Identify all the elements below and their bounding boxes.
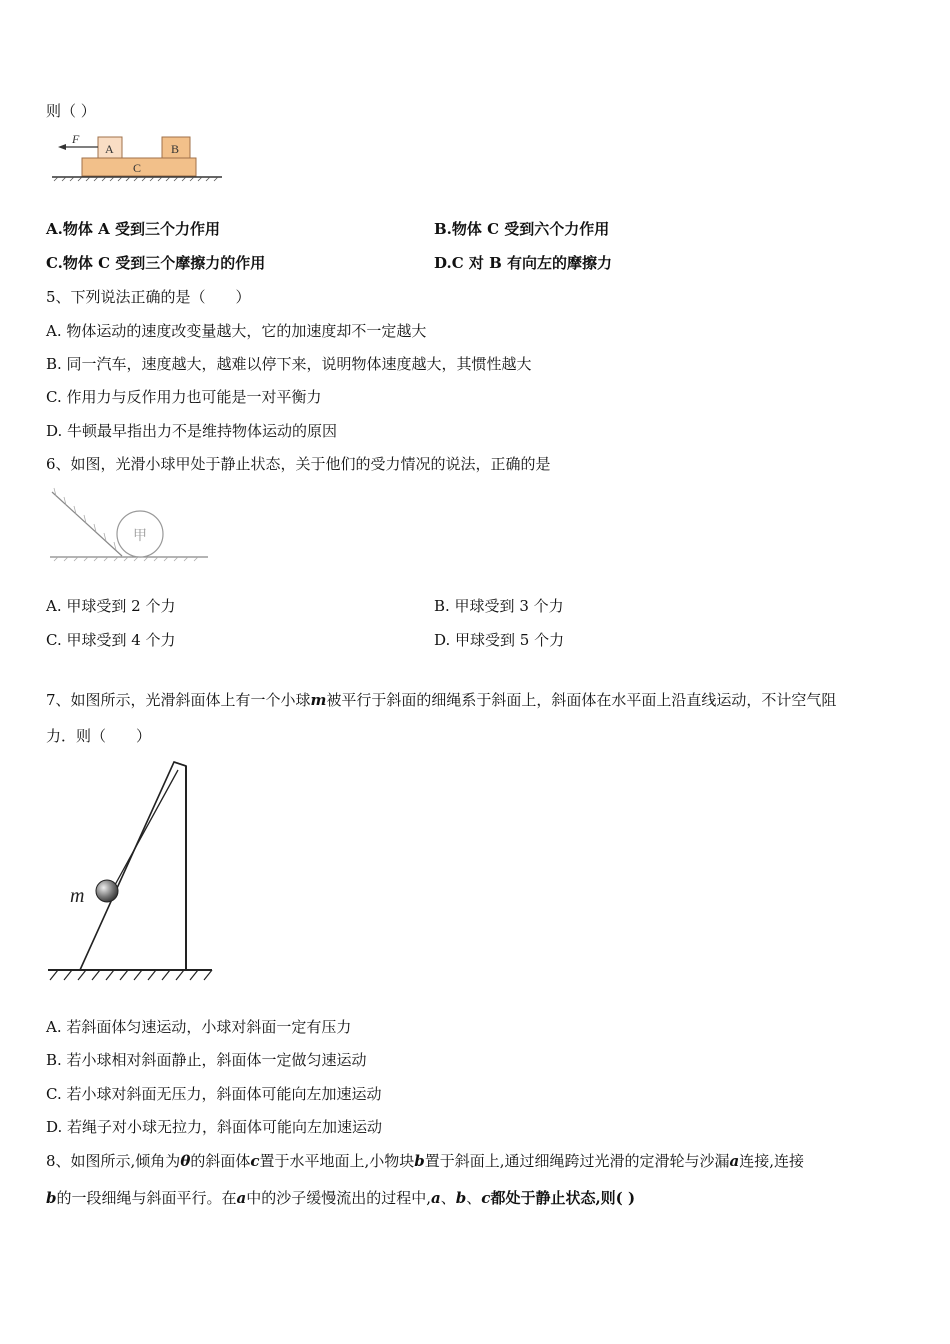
q7-figure xyxy=(44,756,216,986)
q5-stem: 5、下列说法正确的是（ ） xyxy=(46,288,251,306)
q5-option-a: A. 物体运动的速度改变量越大，它的加速度却不一定越大 xyxy=(46,322,427,340)
q7-option-d: D. 若绳子对小球无拉力，斜面体可能向左加速运动 xyxy=(46,1118,383,1136)
q4-stem-tail: 则（ ） xyxy=(46,102,96,120)
incline-line xyxy=(52,492,122,556)
incline-body xyxy=(80,762,186,970)
q6-option-b: B. 甲球受到 3 个力 xyxy=(434,597,564,615)
q6-option-d: D. 甲球受到 5 个力 xyxy=(434,631,565,649)
q4-option-a: A.物体 A 受到三个力作用 xyxy=(46,220,220,238)
q7-stem-line1: 7、如图所示，光滑斜面体上有一个小球m被平行于斜面的细绳系于斜面上，斜面体在水平面上沿直线运动，不计空气阻 xyxy=(46,691,837,709)
q6-option-c: C. 甲球受到 4 个力 xyxy=(46,631,176,649)
incline-hatch xyxy=(54,488,116,550)
q5-option-c: C. 作用力与反作用力也可能是一对平衡力 xyxy=(46,388,322,406)
label-f: F xyxy=(72,132,80,146)
q4-option-b: B.物体 C 受到六个力作用 xyxy=(434,220,610,238)
q7-option-c: C. 若小球对斜面无压力，斜面体可能向左加速运动 xyxy=(46,1085,382,1103)
q4-figure xyxy=(44,130,226,186)
var-m: m xyxy=(310,691,327,709)
q8-stem-line1: 8、如图所示,倾角为θ的斜面体c置于水平地面上,小物块b置于斜面上,通过细绳跨过光滑的定滑轮与沙漏a连接,连接 xyxy=(46,1152,805,1170)
q5-option-d: D. 牛顿最早指出力不是维持物体运动的原因 xyxy=(46,422,338,440)
ball-m xyxy=(96,880,118,902)
label-ball: 甲 xyxy=(133,528,147,544)
q7-option-a: A. 若斜面体匀速运动，小球对斜面一定有压力 xyxy=(46,1018,352,1036)
q4-option-c: C.物体 C 受到三个摩擦力的作用 xyxy=(46,254,266,272)
q7-option-b: B. 若小球相对斜面静止，斜面体一定做匀速运动 xyxy=(46,1051,367,1069)
q6-option-a: A. 甲球受到 2 个力 xyxy=(46,597,176,615)
label-m: m xyxy=(70,885,85,907)
q5-option-b: B. 同一汽车，速度越大，越难以停下来，说明物体速度越大，其惯性越大 xyxy=(46,355,532,373)
q6-figure xyxy=(46,486,212,568)
ground-hatch xyxy=(50,970,212,980)
label-c: C xyxy=(133,161,142,175)
force-arrow-head xyxy=(58,144,66,150)
q7-stem-line2: 力．则（ ） xyxy=(46,727,152,745)
q4-option-d: D.C 对 B 有向左的摩擦力 xyxy=(434,254,612,272)
q6-stem: 6、如图，光滑小球甲处于静止状态，关于他们的受力情况的说法，正确的是 xyxy=(46,455,551,473)
label-a: A xyxy=(105,142,114,156)
label-b: B xyxy=(171,142,180,156)
q8-stem-line2: b的一段细绳与斜面平行。在a中的沙子缓慢流出的过程中,a、b、c都处于静止状态,则( ) xyxy=(46,1189,636,1207)
